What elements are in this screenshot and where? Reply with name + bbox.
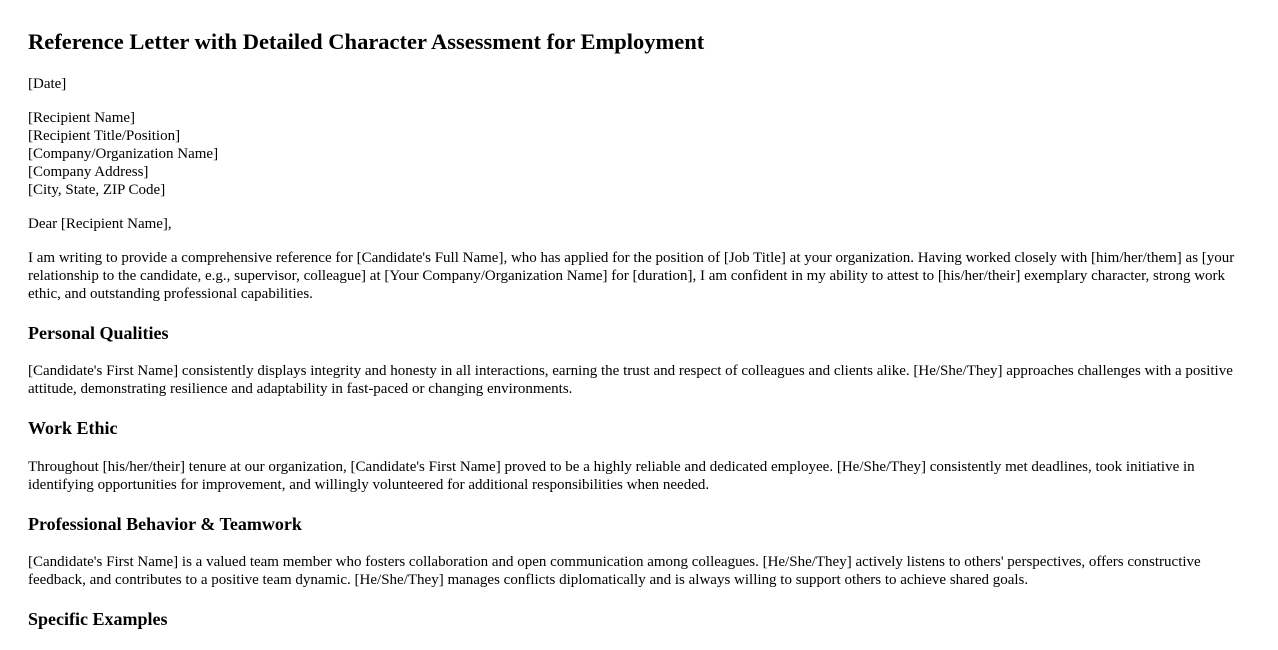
section-heading-professional-behavior: Professional Behavior & Teamwork — [28, 514, 302, 534]
recipient-company: [Company/Organization Name] — [28, 146, 219, 162]
salutation: Dear [Recipient Name], — [28, 216, 172, 232]
section-body-work-ethic: Throughout [his/her/their] tenure at our organization, [Candidate's First Name] proved to be a highly reliable and dedicated employee. [He/She/They] consistently met deadlines, took initiative in identifying opportunities for improvement, and willingly volunteered for additional responsibilities when needed. — [28, 459, 1195, 493]
recipient-name: [Recipient Name] — [28, 110, 136, 126]
recipient-title: [Recipient Title/Position] — [28, 128, 181, 144]
recipient-address-block — [28, 109, 1250, 199]
recipient-city-state-zip: [City, State, ZIP Code] — [28, 182, 166, 198]
section-heading-specific-examples: Specific Examples — [28, 609, 168, 629]
section-heading-personal-qualities: Personal Qualities — [28, 323, 169, 343]
page-title: Reference Letter with Detailed Character Assessment for Employment — [28, 29, 705, 54]
section-heading-work-ethic: Work Ethic — [28, 418, 118, 438]
section-body-personal-qualities: [Candidate's First Name] consistently displays integrity and honesty in all interactions, earning the trust and respect of colleagues and clients alike. [He/She/They] approaches challenges with a positive attitude, demonstrating resilience and adaptability in fast-paced or changing environments. — [28, 363, 1233, 397]
letter-date: [Date] — [28, 76, 67, 92]
intro-paragraph: I am writing to provide a comprehensive reference for [Candidate's Full Name], who has applied for the position of [Job Title] at your organization. Having worked closely with [him/her/them] as [your relationship to the candidate, e.g., supervisor, colleague] at [Your Company/Organization Name] for [duration], I am confident in my ability to attest to [his/her/their] exemplary character, strong work ethic, and outstanding professional capabilities. — [28, 250, 1235, 302]
recipient-address: [Company Address] — [28, 164, 149, 180]
section-body-professional-behavior: [Candidate's First Name] is a valued team member who fosters collaboration and open communication among colleagues. [He/She/They] actively listens to others' perspectives, offers constructive feedback, and contributes to a positive team dynamic. [He/She/They] manages conflicts diplomatically and is always willing to support others to achieve shared goals. — [28, 554, 1201, 588]
